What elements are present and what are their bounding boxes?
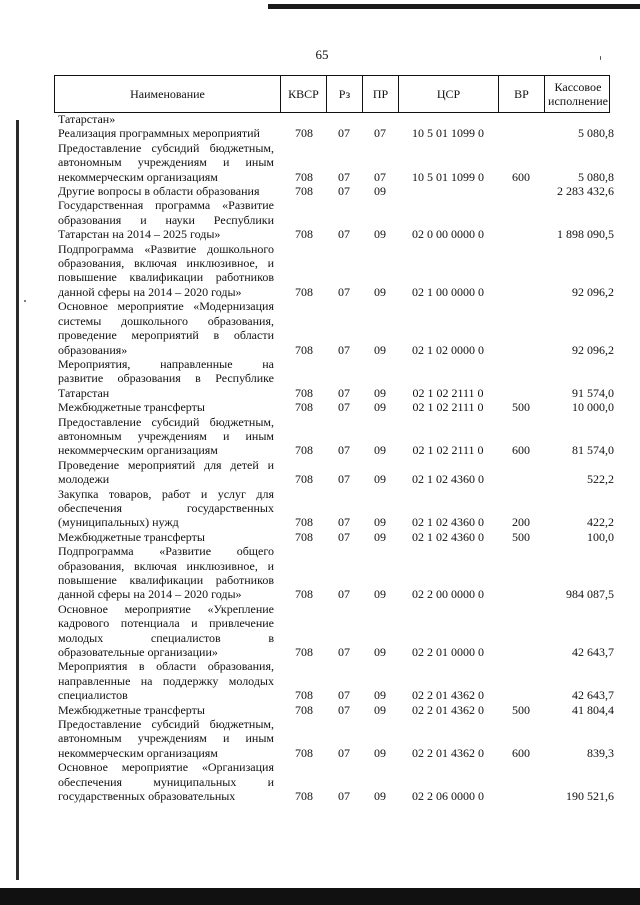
row-name-line: обеспечения муниципальных и [58, 774, 274, 789]
row-name-line: образования, включая инклюзивное, и [58, 558, 274, 573]
table-row [54, 198, 614, 241]
row-pr: 09 [374, 400, 386, 415]
row-sum: 2 283 432,6 [557, 184, 614, 199]
row-pr: 09 [374, 745, 386, 760]
row-name-line: Подпрограмма «Развитие общего [58, 544, 274, 559]
table-row [54, 126, 614, 140]
row-name-line: Предоставление субсидий бюджетным, [58, 140, 274, 155]
row-pr: 09 [374, 385, 386, 400]
header-kvsr: КВСР [281, 76, 327, 112]
row-name-line: Основное мероприятие «Организация [58, 760, 274, 775]
row-name [54, 703, 280, 717]
row-name [54, 530, 280, 544]
row-name [54, 198, 280, 241]
row-kvsr: 708 [295, 385, 313, 400]
row-name [54, 184, 280, 198]
row-pr: 09 [374, 702, 386, 717]
row-name-line: Татарстан на 2014 – 2025 годы» [58, 227, 221, 242]
row-pr: 09 [374, 227, 386, 242]
row-name-line: направленные на поддержку молодых [58, 673, 274, 688]
row-name-line: развитие образования в Республике [58, 371, 274, 386]
row-kvsr: 708 [295, 529, 313, 544]
row-name [54, 141, 280, 184]
row-name-line: данной сферы на 2014 – 2020 годы» [58, 587, 242, 602]
row-name-line: молодых специалистов в [58, 630, 274, 645]
table-row [54, 357, 614, 400]
row-rz: 07 [338, 745, 350, 760]
header-vr: ВР [499, 76, 545, 112]
row-rz: 07 [338, 515, 350, 530]
row-sum: 522,2 [587, 472, 614, 487]
row-name-line: образования и науки Республики [58, 212, 274, 227]
scan-edge-bottom [0, 888, 640, 905]
row-rz: 07 [338, 472, 350, 487]
row-name [54, 357, 280, 400]
row-name-line: повышение квалификации работников [58, 270, 274, 285]
row-name [54, 487, 280, 530]
row-pr: 09 [374, 789, 386, 804]
row-pr: 09 [374, 184, 386, 199]
row-name-line: Татарстан» [58, 112, 116, 126]
row-pr: 09 [374, 342, 386, 357]
table-header [54, 75, 610, 113]
row-kvsr: 708 [295, 702, 313, 717]
row-sum: 190 521,6 [566, 789, 614, 804]
row-kvsr: 708 [295, 645, 313, 660]
row-name-line: некоммерческим организациям [58, 745, 218, 760]
row-sum: 5 080,8 [578, 169, 614, 184]
row-pr: 09 [374, 645, 386, 660]
row-sum: 92 096,2 [572, 342, 614, 357]
table-row [54, 717, 614, 760]
row-name-line: государственных образовательных [58, 789, 236, 804]
row-name-line: Межбюджетные трансферты [58, 702, 205, 717]
row-csr: 02 1 02 2111 0 [412, 400, 484, 415]
row-name-line: (муниципальных) нужд [58, 515, 179, 530]
row-name [54, 112, 280, 126]
row-csr: 02 2 06 0000 0 [412, 789, 484, 804]
row-rz: 07 [338, 126, 350, 141]
row-name-line: данной сферы на 2014 – 2020 годы» [58, 284, 242, 299]
row-kvsr: 708 [295, 515, 313, 530]
row-name [54, 760, 280, 803]
row-sum: 81 574,0 [572, 443, 614, 458]
row-name-line: автономным учреждениям и иным [58, 155, 274, 170]
row-name-line: Мероприятия, направленные на [58, 356, 274, 371]
table-row [54, 487, 614, 530]
row-rz: 07 [338, 529, 350, 544]
row-name-line: Межбюджетные трансферты [58, 529, 205, 544]
row-sum: 5 080,8 [578, 126, 614, 141]
row-name-line: Основное мероприятие «Укрепление [58, 601, 274, 616]
row-name-line: Мероприятия в области образования, [58, 659, 274, 674]
row-vr: 500 [512, 400, 530, 415]
row-sum: 10 000,0 [572, 400, 614, 415]
row-kvsr: 708 [295, 400, 313, 415]
row-rz: 07 [338, 688, 350, 703]
row-rz: 07 [338, 587, 350, 602]
row-pr: 09 [374, 284, 386, 299]
row-rz: 07 [338, 443, 350, 458]
row-pr: 07 [374, 126, 386, 141]
row-rz: 07 [338, 789, 350, 804]
row-csr: 02 2 01 0000 0 [412, 645, 484, 660]
scan-edge-left [16, 120, 19, 880]
row-name-line: Подпрограмма «Развитие дошкольного [58, 241, 274, 256]
table-row [54, 602, 614, 660]
row-rz: 07 [338, 645, 350, 660]
row-vr: 500 [512, 529, 530, 544]
row-vr: 500 [512, 702, 530, 717]
row-csr: 02 1 00 0000 0 [412, 284, 484, 299]
row-csr: 02 1 02 4360 0 [412, 472, 484, 487]
row-sum: 42 643,7 [572, 688, 614, 703]
table-row [54, 458, 614, 487]
row-kvsr: 708 [295, 284, 313, 299]
row-name-line: специалистов [58, 688, 128, 703]
row-pr: 07 [374, 169, 386, 184]
row-name-line: автономным учреждениям и иным [58, 731, 274, 746]
row-name-line: автономным учреждениям и иным [58, 428, 274, 443]
row-kvsr: 708 [295, 126, 313, 141]
scan-speck [24, 300, 26, 302]
row-pr: 09 [374, 443, 386, 458]
page-number: 65 [315, 47, 329, 62]
row-csr: 02 0 00 0000 0 [412, 227, 484, 242]
row-kvsr: 708 [295, 789, 313, 804]
table-row [54, 760, 614, 803]
table-row [54, 400, 614, 414]
row-name [54, 415, 280, 458]
row-pr: 09 [374, 472, 386, 487]
row-rz: 07 [338, 702, 350, 717]
row-sum: 41 804,4 [572, 702, 614, 717]
row-name-line: некоммерческим организациям [58, 443, 218, 458]
row-kvsr: 708 [295, 342, 313, 357]
row-kvsr: 708 [295, 587, 313, 602]
row-pr: 09 [374, 529, 386, 544]
row-name-line: Межбюджетные трансферты [58, 400, 205, 415]
header-rz: Рз [327, 76, 363, 112]
row-name-line: обеспечения государственных [58, 500, 274, 515]
row-name-line: образования» [58, 342, 128, 357]
row-csr: 02 1 02 2111 0 [412, 443, 484, 458]
row-name-line: Реализация программных мероприятий [58, 126, 260, 141]
row-vr: 200 [512, 515, 530, 530]
header-csr: ЦСР [399, 76, 499, 112]
row-name-line: Татарстан [58, 385, 110, 400]
row-sum: 422,2 [587, 515, 614, 530]
row-name [54, 242, 280, 300]
table-body [54, 112, 614, 804]
row-name [54, 299, 280, 357]
row-csr: 02 2 01 4362 0 [412, 702, 484, 717]
row-sum: 984 087,5 [566, 587, 614, 602]
row-pr: 09 [374, 515, 386, 530]
row-rz: 07 [338, 400, 350, 415]
row-sum: 100,0 [587, 529, 614, 544]
row-csr: 02 2 01 4362 0 [412, 745, 484, 760]
row-name [54, 126, 280, 140]
row-name [54, 544, 280, 602]
row-kvsr: 708 [295, 745, 313, 760]
row-rz: 07 [338, 169, 350, 184]
row-csr: 02 1 02 2111 0 [412, 385, 484, 400]
table-row [54, 242, 614, 300]
row-kvsr: 708 [295, 472, 313, 487]
row-name [54, 659, 280, 702]
row-name-line: образовательные организации» [58, 645, 218, 660]
table-row [54, 415, 614, 458]
row-rz: 07 [338, 385, 350, 400]
table-row [54, 112, 614, 126]
row-csr: 02 1 02 4360 0 [412, 515, 484, 530]
header-name: Наименование [55, 76, 281, 112]
row-name-line: Государственная программа «Развитие [58, 198, 274, 213]
scan-edge-top [268, 4, 640, 9]
row-vr: 600 [512, 745, 530, 760]
row-name-line: проведение мероприятий в области [58, 328, 274, 343]
row-name-line: Основное мероприятие «Модернизация [58, 299, 274, 314]
row-pr: 09 [374, 587, 386, 602]
row-csr: 10 5 01 1099 0 [412, 126, 484, 141]
row-name-line: образования, включая инклюзивное, и [58, 256, 274, 271]
row-csr: 02 2 00 0000 0 [412, 587, 484, 602]
row-csr: 02 1 02 4360 0 [412, 529, 484, 544]
row-sum: 839,3 [587, 745, 614, 760]
row-name-line: кадрового потенциала и привлечение [58, 616, 274, 631]
header-sum: Кассовое исполнение [548, 80, 608, 108]
row-name-line: молодежи [58, 472, 110, 487]
row-kvsr: 708 [295, 443, 313, 458]
row-sum: 42 643,7 [572, 645, 614, 660]
row-kvsr: 708 [295, 169, 313, 184]
table-row [54, 530, 614, 544]
row-name-line: Предоставление субсидий бюджетным, [58, 717, 274, 732]
row-vr: 600 [512, 443, 530, 458]
row-rz: 07 [338, 342, 350, 357]
row-csr: 02 1 02 0000 0 [412, 342, 484, 357]
row-name-line: некоммерческим организациям [58, 169, 218, 184]
row-sum: 91 574,0 [572, 385, 614, 400]
table-row [54, 544, 614, 602]
row-csr: 02 2 01 4362 0 [412, 688, 484, 703]
row-name [54, 458, 280, 487]
row-pr: 09 [374, 688, 386, 703]
row-vr: 600 [512, 169, 530, 184]
row-sum: 1 898 090,5 [557, 227, 614, 242]
table-row [54, 141, 614, 184]
scan-speck [600, 56, 601, 60]
header-pr: ПР [363, 76, 399, 112]
row-kvsr: 708 [295, 688, 313, 703]
row-name-line: повышение квалификации работников [58, 573, 274, 587]
table-row [54, 184, 614, 198]
row-sum: 92 096,2 [572, 284, 614, 299]
table-row [54, 299, 614, 357]
row-name [54, 400, 280, 414]
row-kvsr: 708 [295, 184, 313, 199]
row-name [54, 717, 280, 760]
row-name-line: Предоставление субсидий бюджетным, [58, 414, 274, 429]
row-name-line: Проведение мероприятий для детей и [58, 457, 274, 472]
row-rz: 07 [338, 227, 350, 242]
row-name-line: Закупка товаров, работ и услуг для [58, 486, 274, 501]
row-rz: 07 [338, 184, 350, 199]
table-row [54, 659, 614, 702]
row-rz: 07 [338, 284, 350, 299]
row-name-line: системы дошкольного образования, [58, 313, 274, 328]
row-name [54, 602, 280, 660]
table-row [54, 703, 614, 717]
row-name-line: Другие вопросы в области образования [58, 184, 260, 199]
row-kvsr: 708 [295, 227, 313, 242]
row-csr: 10 5 01 1099 0 [412, 169, 484, 184]
